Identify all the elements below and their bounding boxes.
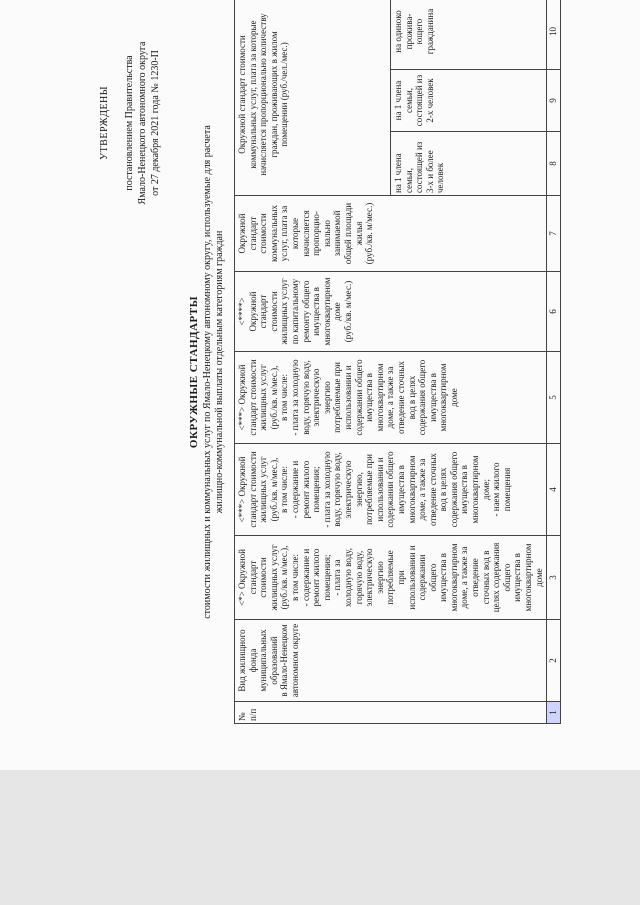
subcolumn-header-3plus: на 1 члена семьи, состоящей из 3-х и более человек (391, 132, 547, 196)
column-header-number: № п/п (235, 702, 547, 724)
column-number: 1 (547, 702, 561, 724)
column-number: 8 (547, 132, 561, 196)
column-number: 3 (547, 536, 561, 620)
column-header-area-utilities: Окружной стандарт стоимости коммунальных услуг, плата за которые начисляется пропорцио- нально занимаемой общей площади жилья (руб./кв. м/мес.) (235, 196, 547, 272)
column-header-standard-1: <*> Окружной стандарт стоимости жилищных услуг (руб./кв. м/мес.), в том числе: - содержание и ремонт жилого помещения; - плата за холодную воду, горячую воду, электрическую энергию потребляемые при использовании и содержании общего имущества в многоквартирном доме, а также за отведение сточных вод в целях содержания общего имущества в многоквартирном доме (235, 536, 547, 620)
approval-stamp (98, 18, 162, 228)
column-number: 5 (547, 352, 561, 444)
column-number: 6 (547, 272, 561, 352)
approval-line: Ямало-Ненецкого автономного округа (137, 41, 148, 205)
subcolumn-header-single: на одиноко прожива- ющего гражданина (391, 0, 547, 70)
header-row (235, 0, 391, 724)
approval-line: от 27 декабря 2021 года № 1230-П (150, 50, 161, 196)
column-number: 7 (547, 196, 561, 272)
document-subtitle (202, 32, 226, 712)
approval-line: постановлением Правительства (124, 55, 135, 191)
standards-table (234, 0, 561, 724)
column-numbers-row (547, 0, 561, 724)
column-number: 10 (547, 0, 561, 70)
rotated-content (6, 0, 631, 752)
column-number: 2 (547, 620, 561, 702)
subtitle-line: жилищно-коммунальной выплаты отдельным категориям граждан (214, 230, 225, 514)
column-group-per-person: Окружной стандарт стоимости коммунальных услуг, плата за которые начисляется пропорционально количеству граждан, проживающих в жилом помещении (руб./чел./мес.) (235, 0, 391, 196)
subtitle-line: стоимости жилищных и коммунальных услуг по Ямало-Ненецкому автономному округу, используемые для расчета (202, 125, 213, 619)
document-title: ОКРУЖНЫЕ СТАНДАРТЫ (188, 295, 200, 449)
subcolumn-header-2: на 1 члена семьи, состоящей из 2-х человек (391, 70, 547, 132)
column-header-standard-3b: <***> Окружной стандарт стоимости жилищных услуг (руб./кв. м/мес.), в том числе: - плата за холодную воду, горячую воду, электрическую энергию потребляемые при использовании и содержании общего имущества в многоквартирном доме, а также за отведение сточных вод в целях содержания общего имущества в многоквартирном доме (235, 352, 547, 444)
approval-title: УТВЕРЖДЕНЫ (99, 86, 110, 161)
column-header-standard-3: <***> Окружной стандарт стоимости жилищных услуг (руб./кв. м/мес.), в том числе: - содержание и ремонт жилого помещения; - плата за холодную воду, горячую воду, электрическую энергию, потребляемые при использовании и содержании общего имущества в многоквартирном доме, а также за отведение сточных вод в целях содержания общего имущества в многоквартирном доме; - наем жилого помещения (235, 444, 547, 536)
column-header-capital-repair: <****> Окружной стандарт стоимости жилищных услуг по капитальному ремонту общего имущества в многоквартирном доме (руб./кв. м/мес.) (235, 272, 547, 352)
column-number: 4 (547, 444, 561, 536)
column-number: 9 (547, 70, 561, 132)
column-header-housing-type: Вид жилищного фонда муниципальных образований в Ямало-Ненецком автономном округе (235, 620, 547, 702)
